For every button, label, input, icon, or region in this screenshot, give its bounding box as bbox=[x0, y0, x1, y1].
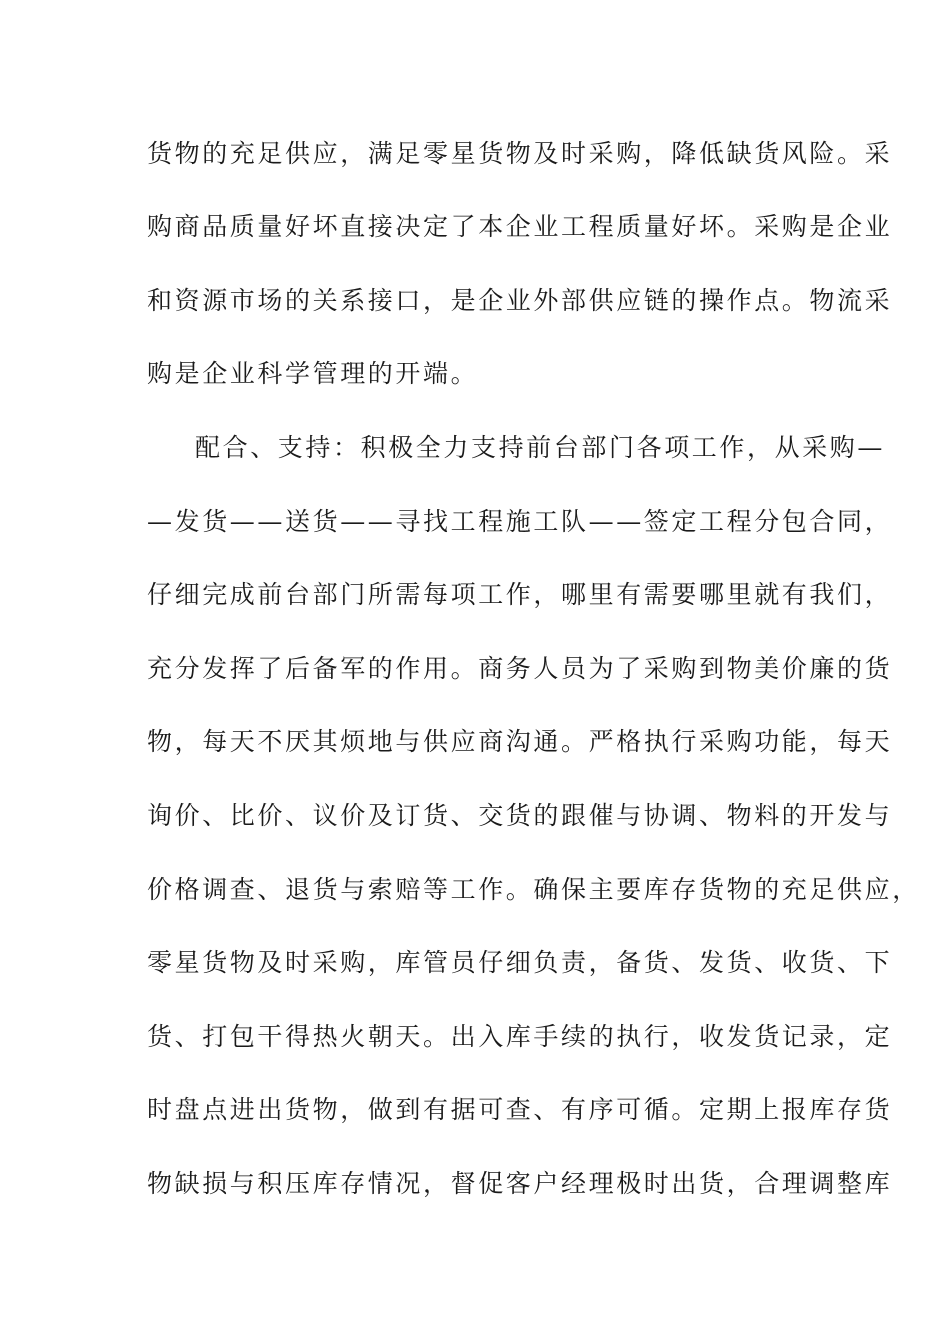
text-line: 时盘点进出货物，做到有据可查、有序可循。定期上报库存货 bbox=[147, 1095, 893, 1124]
text-line: 购商品质量好坏直接决定了本企业工程质量好坏。采购是企业 bbox=[147, 212, 893, 241]
text-line: 配合、支持：积极全力支持前台部门各项工作，从采购— bbox=[195, 433, 886, 462]
text-line: 货、打包干得热火朝天。出入库手续的执行，收发货记录，定 bbox=[147, 1022, 893, 1051]
text-line: 充分发挥了后备军的作用。商务人员为了采购到物美价廉的货 bbox=[147, 654, 893, 683]
text-line: 和资源市场的关系接口，是企业外部供应链的操作点。物流采 bbox=[147, 286, 893, 315]
text-line: 价格调查、退货与索赔等工作。确保主要库存货物的充足供应， bbox=[147, 875, 920, 904]
text-line: 零星货物及时采购，库管员仔细负责，备货、发货、收货、下 bbox=[147, 948, 893, 977]
text-line: 物缺损与积压库存情况，督促客户经理极时出货，合理调整库 bbox=[147, 1169, 893, 1198]
text-line: 购是企业科学管理的开端。 bbox=[147, 359, 479, 388]
text-line: 物，每天不厌其烦地与供应商沟通。严格执行采购功能，每天 bbox=[147, 727, 893, 756]
text-line: 货物的充足供应，满足零星货物及时采购，降低缺货风险。采 bbox=[147, 139, 893, 168]
text-line: —发货——送货——寻找工程施工队——签定工程分包合同， bbox=[147, 507, 893, 536]
text-line: 询价、比价、议价及订货、交货的跟催与协调、物料的开发与 bbox=[147, 801, 893, 830]
text-line: 仔细完成前台部门所需每项工作，哪里有需要哪里就有我们， bbox=[147, 580, 893, 609]
